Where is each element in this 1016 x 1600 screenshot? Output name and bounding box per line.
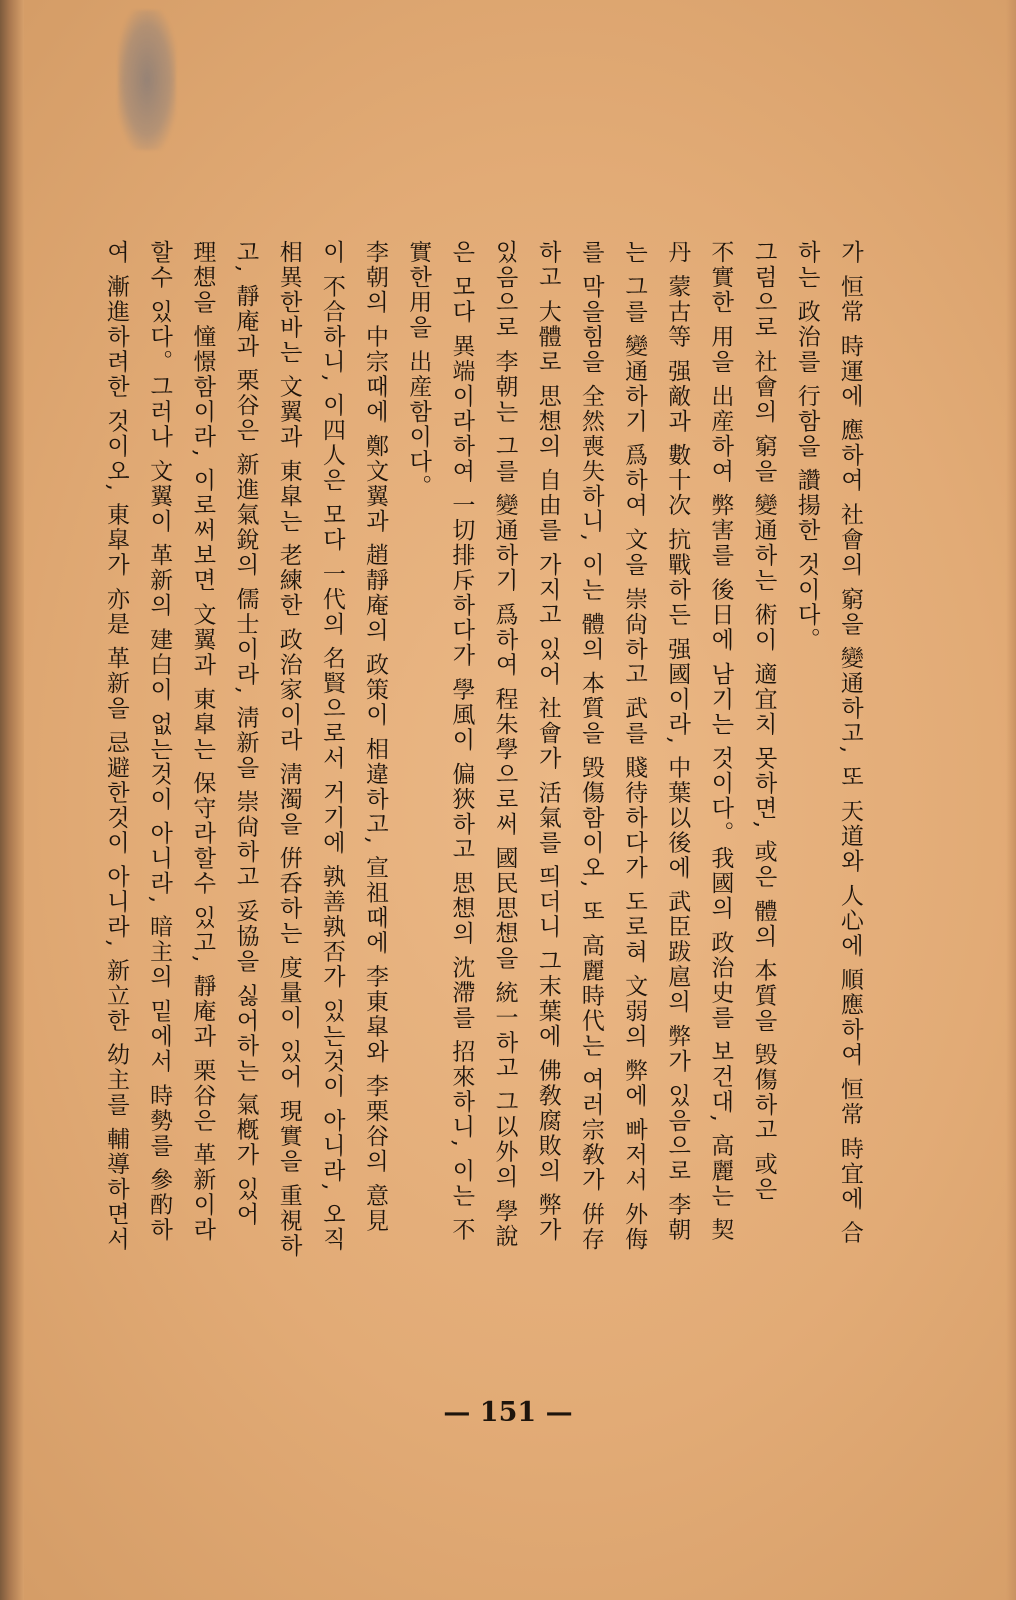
text-column-17: 할수 있다。그러나 文翼이 革新의 建白이 없는것이 아니라, 暗主의 밑에서 時勢를 參酌하	[146, 240, 173, 1243]
text-column-6: 는 그를 變通하기 爲하여 文을 崇尙하고 武를 賤待하다가 도로혀 文弱의 弊에 빠저서 外侮	[621, 240, 648, 1252]
text-column-4: 不實한 用을 出産하여 弊害를 後日에 남기는 것이다。我國의 政治史를 보건대, 高麗는 契	[707, 240, 734, 1243]
text-column-7: 를 막을힘을 全然喪失하니, 이는 體의 本質을 毁傷함이오, 또 高麗時代는 여러宗敎가 倂存	[577, 240, 604, 1252]
page-binding-edge	[0, 0, 24, 1600]
text-column-3: 그럼으로 社會의 窮을 變通하는 術이 適宜치 못하면, 或은 體의 本質을 毁傷하고 或은	[750, 240, 777, 1202]
text-column-2: 하는 政治를 行함을 讚揚한 것이다。	[793, 240, 820, 653]
text-column-16: 理想을 憧憬함이라, 이로써보면 文翼과 東皐는 保守라할수 있고, 靜庵과 栗谷은 革新이라	[189, 240, 216, 1243]
text-column-10: 은 모다 異端이라하여 一切排斥하다가 學風이 偏狹하고 思想의 沈滯를 招來하니, 이는 不	[448, 240, 475, 1243]
text-column-18: 여 漸進하려한 것이오, 東皐가 亦是 革新을 忌避한것이 아니라, 新立한 幼主를 輔導하면서	[103, 240, 129, 1252]
text-column-14: 相異한바는 文翼과 東皐는 老練한 政治家이라 淸濁을 倂呑하는 度量이 있어 現實을 重視하	[275, 240, 302, 1259]
page-outer-edge	[1006, 0, 1016, 1600]
text-column-15: 고, 靜庵과 栗谷은 新進氣銳의 儒士이라, 淸新을 崇尙하고 妥協을 싫어하는 氣槪가 있어	[232, 240, 259, 1227]
vertical-text-block	[98, 240, 868, 1395]
page-number: — 151 —	[443, 1397, 573, 1428]
text-column-9: 있음으로 李朝는 그를 變通하기 爲하여 程朱學으로써 國民思想을 統一하고 그以外의 學說	[491, 240, 518, 1249]
text-column-13: 이 不合하니, 이四人은 모다 一代의 名賢으로서 거기에 孰善孰否가 있는것이 아니라, 오직	[318, 240, 345, 1252]
text-column-11: 實한用을 出産함이다。	[405, 240, 432, 500]
text-column-8: 하고 大體로 思想의 自由를 가지고 있어 社會가 活氣를 띄더니 그末葉에 佛敎腐敗의 弊가	[534, 240, 561, 1243]
ink-stamp-mark	[118, 10, 176, 150]
text-column-5: 丹 蒙古等 强敵과 數十次 抗戰하든 强國이라, 中葉以後에 武臣跋扈의 弊가 있음으로 李朝	[664, 240, 691, 1243]
text-column-1: 가 恒常 時運에 應하여 社會의 窮을 變通하고, 또 天道와 人心에 順應하여 恒常 時宜에 合	[836, 240, 863, 1246]
text-column-12: 李朝의 中宗때에 鄭文翼과 趙靜庵의 政策이 相違하고, 宣祖때에 李東皐와 李栗谷의 意見	[362, 240, 389, 1234]
